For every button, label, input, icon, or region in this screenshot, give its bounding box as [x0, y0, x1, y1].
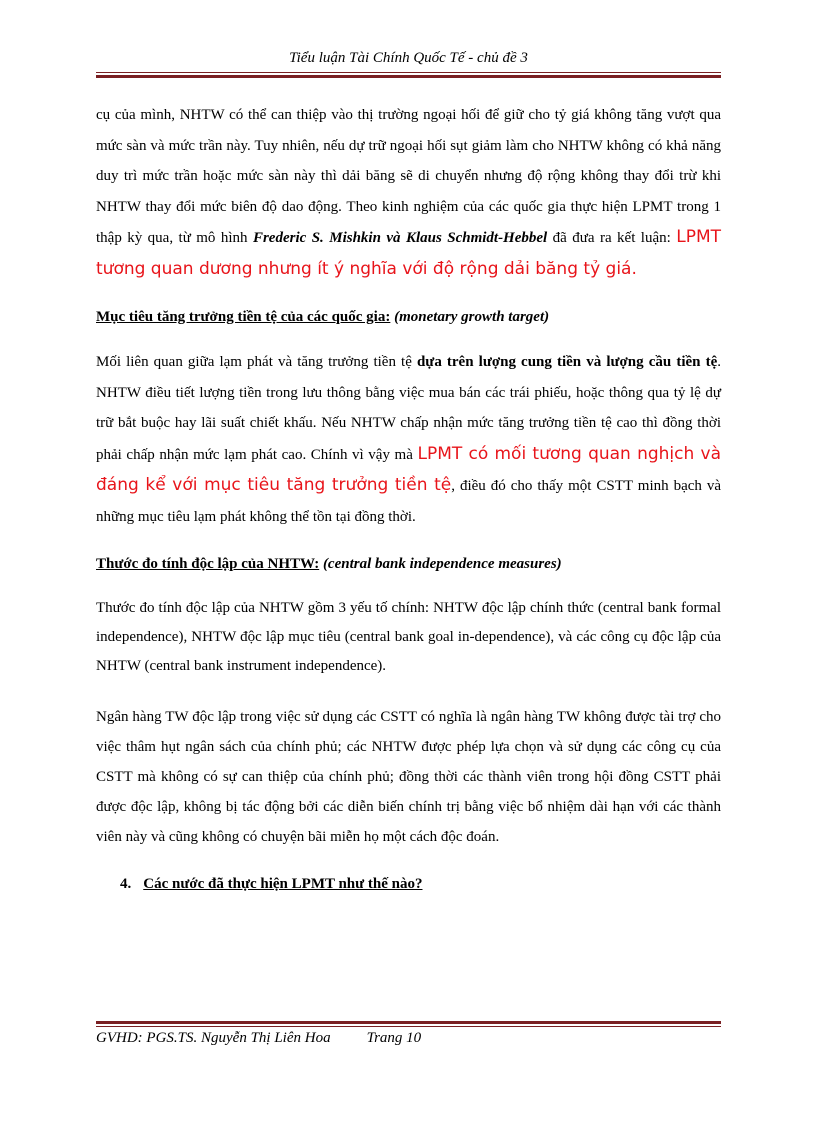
footer-advisor: GVHD: PGS.TS. Nguyễn Thị Liên Hoa [96, 1030, 331, 1046]
page-header [96, 50, 721, 67]
section-title: Các nước đã thực hiện LPMT như thế nào? [143, 876, 423, 892]
footer-rule [96, 1021, 721, 1029]
authors-citation: Frederic S. Mishkin và Klaus Schmidt-Hebbel [252, 230, 548, 246]
section-heading-monetary-growth: Mục tiêu tăng trưởng tiền tệ của các quốc gia: (monetary growth target) [96, 309, 550, 325]
page-number: Trang 10 [366, 1030, 422, 1046]
page-body [96, 100, 721, 893]
paragraph-exchange-band: cụ của mình, NHTW có thể can thiệp vào thị trường ngoại hối để giữ cho tỷ giá không tăng vượt qua mức sàn và mức trần này. Tuy nhiên, nếu dự trữ ngoại hối sụt giảm làm cho NHTW không có khả năng duy trì mức trần hoặc mức sàn này thì dải băng sẽ di chuyển nhưng độ rộng không thay đổi trừ khi NHTW thay đổi mức biên độ dao động. Theo kinh nghiệm của các quốc gia thực hiện LPMT trong 1 thập kỳ qua, từ mô hình Frederic S. Mishkin và Klaus Schmidt-Hebbel đã đưa ra kết luận: LPMT tương quan dương nhưng ít ý nghĩa với độ rộng dải băng tỷ giá. [96, 107, 721, 279]
header-rule [96, 70, 721, 78]
section-number: 4. [120, 876, 132, 892]
paragraph-independence-measures: Thước đo tính độc lập của NHTW gồm 3 yếu tố chính: NHTW độc lập chính thức (central bank formal independence), NHTW độc lập mục tiêu (central bank goal in-dependence), và các công cụ độc lập của NHTW (central bank instrument independence). [96, 600, 721, 674]
page-footer [96, 1030, 421, 1047]
correlation-highlight: LPMT có mối tương quan nghịch và đáng kể với mục tiêu tăng trưởng tiền tệ [96, 443, 721, 495]
conclusion-highlight: LPMT tương quan dương nhưng ít ý nghĩa với độ rộng dải băng tỷ giá. [96, 227, 721, 279]
paragraph-independence-details: Ngân hàng TW độc lập trong việc sử dụng các CSTT có nghĩa là ngân hàng TW không được tài trợ cho việc thâm hụt ngân sách của chính phủ; các NHTW được phép lựa chọn và sử dụng các công cụ của CSTT mà không có sự can thiệp của chính phủ; đồng thời các thành viên trong hội đồng CSTT phải được độc lập, không bị tác động bởi các diễn biến chính trị bằng việc bổ nhiệm dài hạn với các thành viên này và cũng không có chuyện bãi miễn họ một cách độc đoán. [96, 709, 721, 845]
header-title: Tiểu luận Tài Chính Quốc Tế - chủ đề 3 [289, 50, 528, 66]
paragraph-monetary-growth: Mối liên quan giữa lạm phát và tăng trưởng tiền tệ dựa trên lượng cung tiền và lượng cầu tiền tệ. NHTW điều tiết lượng tiền trong lưu thông bằng việc mua bán các trái phiếu, hoặc thông qua tỷ lệ dự trữ bắt buộc hay lãi suất chiết khấu. Nếu NHTW chấp nhận mức tăng trưởng tiền tệ cao thì đồng thời phải chấp nhận mức lạm phát cao. Chính vì vậy mà LPMT có mối tương quan nghịch và đáng kể với mục tiêu tăng trưởng tiền tệ, điều đó cho thấy một CSTT minh bạch và những mục tiêu lạm phát không thể tồn tại đồng thời. [96, 354, 721, 525]
section-heading-independence: Thước đo tính độc lập của NHTW: (central bank independence measures) [96, 556, 562, 572]
section-4-heading [120, 876, 721, 893]
